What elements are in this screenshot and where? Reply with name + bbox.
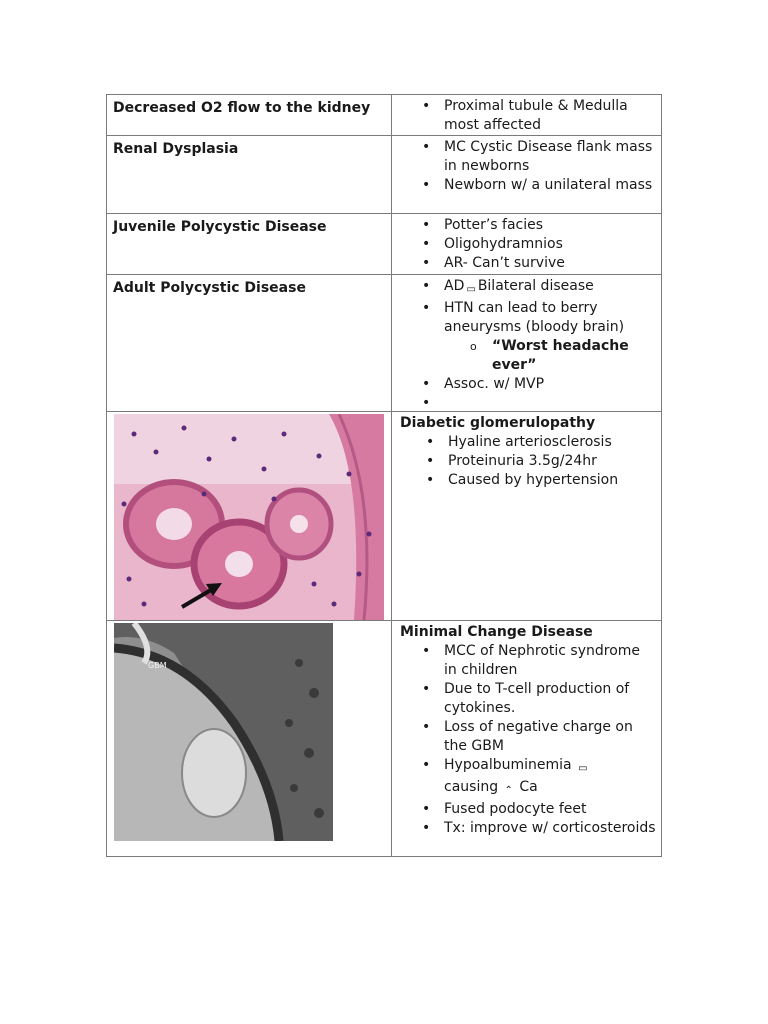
bullet-icon: • <box>422 719 431 735</box>
term-label: Renal Dysplasia <box>113 141 239 157</box>
implies-symbol-icon: ▭ <box>578 763 588 774</box>
circle-bullet-icon: o <box>470 340 477 353</box>
details-cell <box>392 412 662 621</box>
table-row <box>107 95 662 136</box>
table-row <box>107 275 662 412</box>
term-cell <box>107 214 392 275</box>
bullet-icon: • <box>422 98 431 114</box>
bullet-icon: • <box>422 681 431 697</box>
image-cell <box>107 621 392 857</box>
list-item: • Proximal tubule & Medulla most affected <box>422 98 628 133</box>
bullet-list <box>400 216 657 273</box>
list-item: • AR- Can’t survive <box>422 255 565 271</box>
table-row <box>107 412 662 621</box>
bullet-icon: • <box>422 300 431 316</box>
term-cell <box>107 136 392 214</box>
bullet-icon: • <box>422 217 431 233</box>
table-row <box>107 621 662 857</box>
details-cell <box>392 95 662 136</box>
gbm-label: GBM <box>148 661 167 670</box>
table-row <box>107 214 662 275</box>
bullet-icon: • <box>422 255 431 271</box>
term-cell <box>107 95 392 136</box>
table-row <box>107 136 662 214</box>
list-item: • AD ▭ Bilateral disease <box>400 277 657 299</box>
list-item: • Tx: improve w/ corticosteroids <box>422 820 656 836</box>
list-item: • Hyaline arteriosclerosis <box>426 434 612 450</box>
term-cell <box>107 275 392 412</box>
bullet-icon: • <box>422 801 431 817</box>
details-cell <box>392 275 662 412</box>
list-item: • HTN can lead to berry aneurysms (bloody brain) <box>422 300 625 335</box>
list-item: • Due to T-cell production of cytokines. <box>422 681 630 716</box>
bullet-icon: • <box>422 177 431 193</box>
histology-image <box>114 414 384 620</box>
term-label: Adult Polycystic Disease <box>113 280 306 296</box>
image-cell <box>107 412 392 621</box>
list-item: • Proteinuria 3.5g/24hr <box>426 453 597 469</box>
list-item: • Oligohydramnios <box>422 236 563 252</box>
list-item: • Caused by hypertension <box>426 472 619 488</box>
sub-list-item: o “Worst headache ever” <box>470 338 629 373</box>
bullet-icon: • <box>422 643 431 659</box>
details-cell <box>392 621 662 857</box>
list-item: • MCC of Nephrotic syndrome in children <box>422 643 641 678</box>
implies-symbol-icon: ▭ <box>466 284 476 295</box>
bullet-icon: • <box>426 434 435 450</box>
bullet-icon: • <box>426 453 435 469</box>
bullet-icon: • <box>422 757 431 773</box>
bullet-list <box>400 277 657 337</box>
section-heading: Minimal Change Disease <box>400 624 593 640</box>
list-item: • Potter’s facies <box>422 217 544 233</box>
term-label: Decreased O2 flow to the kidney <box>113 100 371 116</box>
list-item: • MC Cystic Disease flank mass in newborns <box>422 139 653 174</box>
bullet-list <box>400 97 657 135</box>
bullet-list <box>400 138 657 195</box>
decrease-symbol-icon: ⌃ <box>504 785 513 796</box>
details-cell <box>392 136 662 214</box>
bullet-icon: • <box>422 820 431 836</box>
bullet-list <box>400 433 657 490</box>
term-label: Juvenile Polycystic Disease <box>113 219 327 235</box>
bullet-list <box>400 642 657 838</box>
list-item: • Loss of negative charge on the GBM <box>422 719 633 754</box>
list-item: • Newborn w/ a unilateral mass <box>422 177 653 193</box>
bullet-icon: • <box>422 139 431 155</box>
list-item: • Assoc. w/ MVP <box>422 376 545 392</box>
bullet-icon: • <box>422 278 431 294</box>
list-item: • Hypoalbuminemia ▭ causing ⌃ Ca <box>400 756 657 800</box>
bullet-icon: • <box>422 395 431 411</box>
section-heading: Diabetic glomerulopathy <box>400 415 596 431</box>
bullet-icon: • <box>426 472 435 488</box>
notes-table <box>106 94 662 857</box>
bullet-icon: • <box>422 236 431 252</box>
list-item: • Fused podocyte feet <box>422 801 587 817</box>
electron-micrograph-image <box>114 623 333 841</box>
bullet-list <box>400 375 657 411</box>
bullet-icon: • <box>422 376 431 392</box>
details-cell <box>392 214 662 275</box>
